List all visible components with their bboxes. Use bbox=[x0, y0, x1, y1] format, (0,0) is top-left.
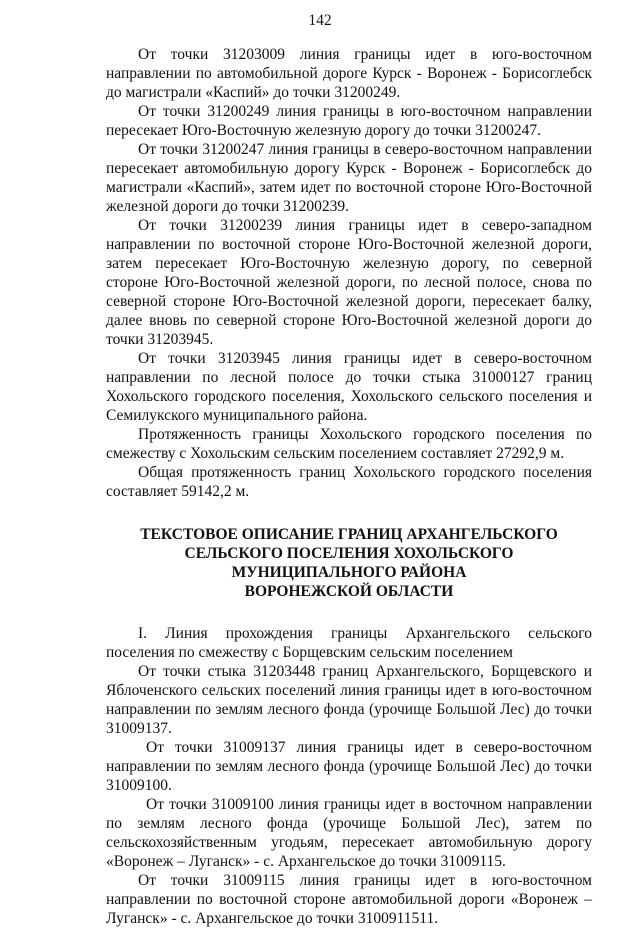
heading-line: МУНИЦИПАЛЬНОГО РАЙОНА bbox=[231, 564, 467, 581]
subsection-title: I. Линия прохождения границы Архангельского сельского поселения по смежеству с Борщевским сельским поселением bbox=[106, 625, 592, 661]
heading-line: ВОРОНЕЖСКОЙ ОБЛАСТИ bbox=[244, 583, 454, 600]
document-body bbox=[106, 45, 592, 928]
paragraph: От точки 31203945 линия границы идет в северо-восточном направлении по лесной полосе до точки стыка 31000127 границ Хохольского городского поселения, Хохольского сельского поселения и Семилукского муниципального района. bbox=[106, 350, 592, 424]
paragraph: От точки 31200239 линия границы идет в северо-западном направлении по восточной стороне Юго-Восточной железной дороги, затем пересекает Юго-Восточную железную дорогу, по северной стороне Юго-Восточной железной дороги, по лесной полосе, снова по северной стороне Юго-Восточной железной дороги, пересекает балку, далее вновь по северной стороне Юго-Восточной железной дороги до точки 31203945. bbox=[106, 217, 592, 348]
paragraph: Общая протяженность границ Хохольского городского поселения составляет 59142,2 м. bbox=[106, 464, 592, 500]
paragraph: От точки 31203009 линия границы идет в юго-восточном направлении по автомобильной дороге Курск - Воронеж - Борисоглебск до магистрали «Каспий» до точки 31200249. bbox=[106, 46, 592, 101]
page-number: 142 bbox=[308, 12, 332, 29]
paragraph: Протяженность границы Хохольского городского поселения по смежеству с Хохольским сельским поселением составляет 27292,9 м. bbox=[106, 426, 592, 462]
paragraph: От точки 31200247 линия границы в северо-восточном направлении пересекает автомобильную дорогу Курск - Воронеж - Борисоглебск до магистрали «Каспий», затем идет по восточной стороне Юго-Восточной железной дороги до точки 31200239. bbox=[106, 141, 592, 215]
paragraph: От точки 31009115 линия границы идет в юго-восточном направлении по восточной стороне автомобильной дороги «Воронеж – Луганск» - с. Архангельское до точки 3100911511. bbox=[106, 872, 592, 927]
heading-line: ТЕКСТОВОЕ ОПИСАНИЕ ГРАНИЦ АРХАНГЕЛЬСКОГО bbox=[140, 526, 558, 543]
section-heading bbox=[106, 525, 592, 601]
paragraph: От точки 31009137 линия границы идет в северо-восточном направлении по землям лесного фонда (урочище Большой Лес) до точки 31009100. bbox=[106, 739, 592, 794]
heading-line: СЕЛЬСКОГО ПОСЕЛЕНИЯ ХОХОЛЬСКОГО bbox=[184, 545, 514, 562]
paragraph: От точки 31009100 линия границы идет в восточном направлении по землям лесного фонда (урочище Большой Лес), затем по сельскохозяйственным угодьям, пересекает автомобильную дорогу «Воронеж – Луганск» - с. Архангельское до точки 31009115. bbox=[106, 796, 592, 870]
paragraph: От точки 31200249 линия границы в юго-восточном направлении пересекает Юго-Восточную железную дорогу до точки 31200247. bbox=[106, 103, 592, 139]
paragraph: От точки стыка 31203448 границ Архангельского, Борщевского и Яблоченского сельских поселений линия границы идет в юго-восточном направлении по землям лесного фонда (урочище Большой Лес) до точки 31009137. bbox=[106, 663, 592, 737]
